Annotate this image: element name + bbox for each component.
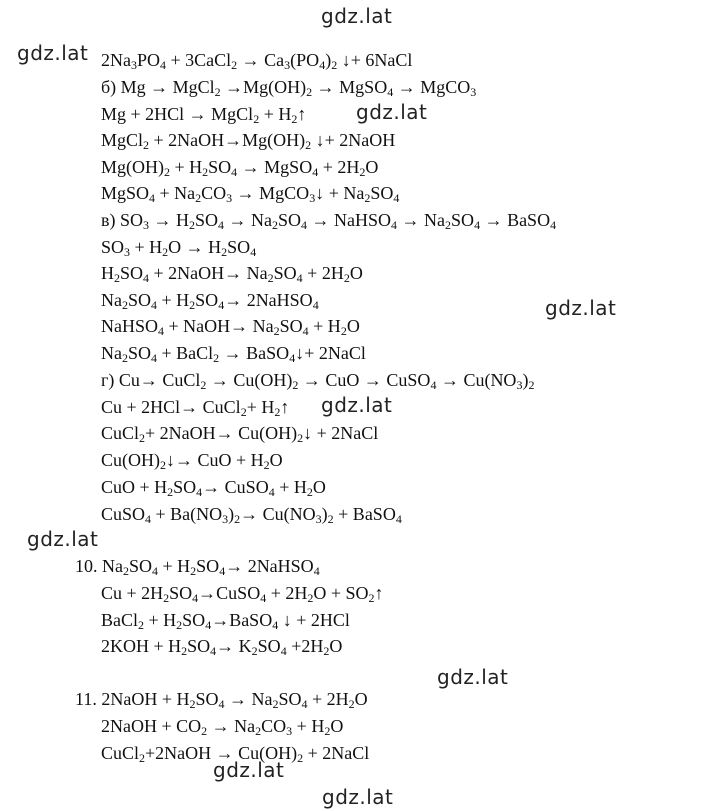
equation-line: $2Na_3PO_4$ + 3CaCl$_2$ → $Ca_3(PO_4)_2$ ↓+ 6NaCl	[101, 50, 413, 72]
exercise-11-line: 11. 2NaOH + $H_2SO_4 \to Na_2SO_4 + 2H_2O$	[75, 689, 368, 711]
equation-line: $2KOH + H_2SO_4\to K_2SO_4 +2H_2O$	[101, 636, 343, 658]
equation-line: б) Mg → MgCl$_2$ $\to Mg(OH)_2$ → MgSO$_4$ → MgCO$_3$	[101, 77, 477, 99]
equation-line: $H_2SO_4$ + 2NaOH→ $Na_2SO_4 + 2H_2O$	[101, 263, 363, 285]
equation-line: г) Cu→ CuCl$_2$ → $Cu(OH)_2$ → CuO → CuSO$_4$ → $Cu(NO_3)_2$	[101, 370, 535, 392]
watermark: gdz.lat	[321, 4, 393, 28]
equation-line: $Cu(OH)_2↓\to$ CuO + $H_2O$	[101, 450, 283, 472]
watermark: gdz.lat	[213, 758, 285, 782]
watermark: gdz.lat	[356, 100, 428, 124]
watermark: gdz.lat	[27, 527, 99, 551]
watermark: gdz.lat	[17, 41, 89, 65]
exercise-10-line: 10. $Na_2SO_4 + H_2SO_4\to$ 2NaHSO$_4$	[75, 556, 320, 578]
equation-line: $Mg(OH)_2 + H_2SO_4$ → MgSO$_4$ + $2H_2O$	[101, 157, 379, 179]
equation-line: MgSO$_4$ + $Na_2CO_3$ → MgCO$_3$↓ + $Na_2SO_4$	[101, 183, 400, 205]
equation-line: CuCl$_2$+2NaOH → $Cu(OH)_2$ + 2NaCl	[101, 743, 370, 765]
watermark: gdz.lat	[322, 785, 394, 809]
equation-line: BaCl$_2$ + $H_2SO_4\to BaSO_4$ ↓ + 2HCl	[101, 610, 350, 632]
equation-line: Cu + 2HCl→ CuCl$_2$+ $H_2↑$	[101, 397, 290, 419]
equation-line: в) $SO_3 \to H_2SO_4 \to Na_2SO_4$ → NaHSO$_4$ → $Na_2SO_4$ → BaSO$_4$	[101, 210, 557, 232]
equation-line: NaHSO$_4$ + NaOH→ $Na_2SO_4 + H_2O$	[101, 316, 360, 338]
equation-line: 2NaOH + $CO_2 \to Na_2CO_3 + H_2O$	[101, 716, 344, 738]
equation-line: $Cu + 2H_2SO_4\to CuSO_4 + 2H_2O$ + $SO_2↑$	[101, 583, 384, 605]
watermark: gdz.lat	[437, 665, 509, 689]
equation-line: CuCl$_2$+ 2NaOH→ $Cu(OH)_2↓$ + 2NaCl	[101, 423, 379, 445]
equation-line: CuSO$_4$ + $Ba(NO_3)_2\to Cu(NO_3)_2$ + BaSO$_4$	[101, 504, 402, 526]
equation-line: $SO_3 + H_2O \to H_2SO_4$	[101, 237, 257, 259]
watermark: gdz.lat	[545, 296, 617, 320]
watermark: gdz.lat	[321, 393, 393, 417]
equation-line: Mg + 2HCl → MgCl$_2$ + $H_2↑$	[101, 104, 307, 126]
equation-line: CuO + $H_2SO_4\to$ CuSO$_4$ + $H_2O$	[101, 477, 326, 499]
equation-line: $Na_2SO_4 + H_2SO_4\to$ 2NaHSO$_4$	[101, 290, 319, 312]
equation-line: $Na_2SO_4$ + BaCl$_2$ → BaSO$_4$↓+ 2NaCl	[101, 343, 366, 365]
equation-line: MgCl$_2$ + $2NaOH\to Mg(OH)_2$ ↓+ 2NaOH	[101, 130, 396, 152]
